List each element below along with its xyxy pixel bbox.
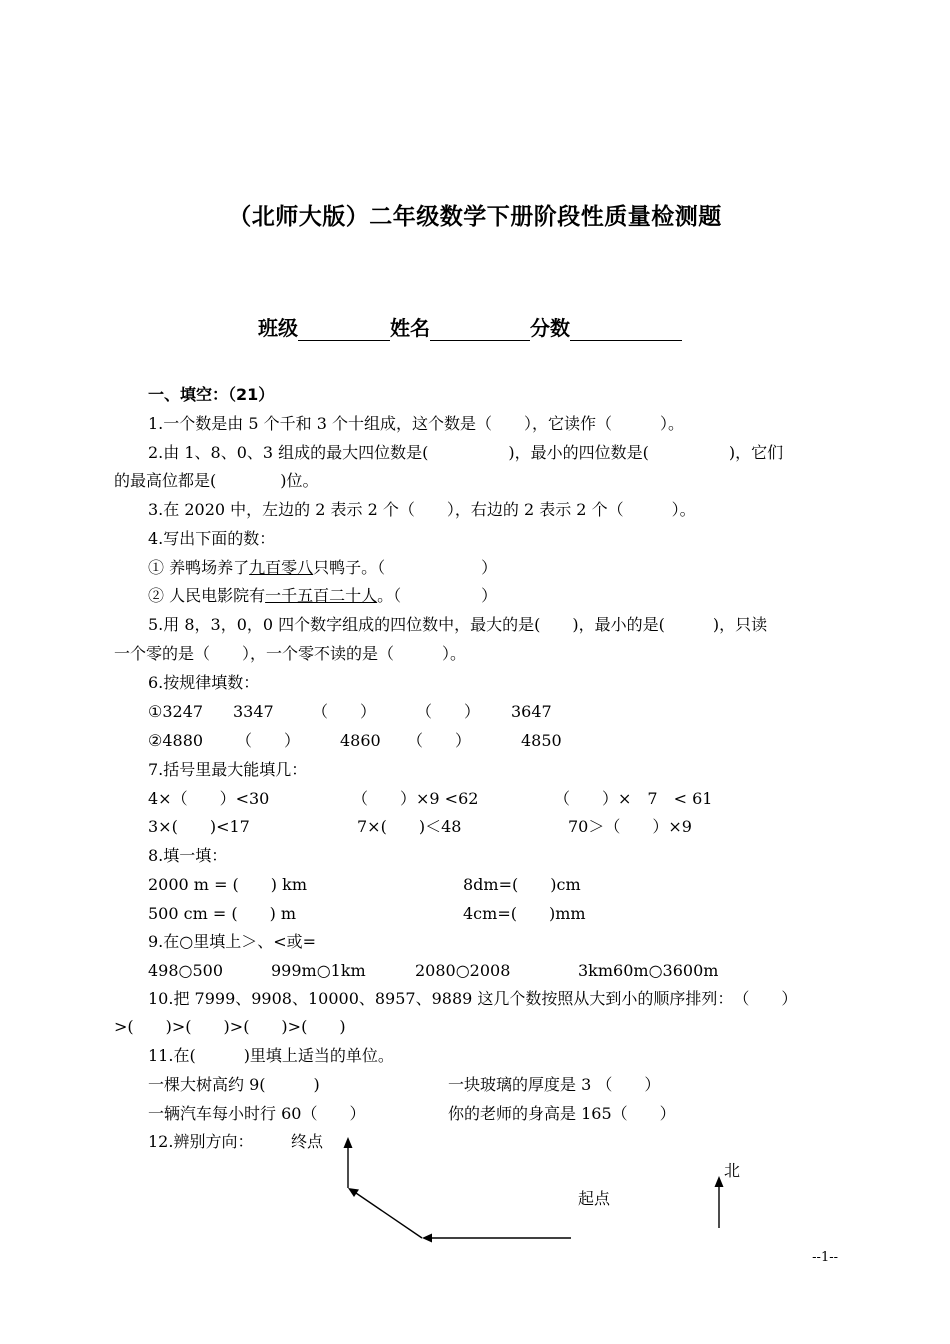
question-3: 3.在 2020 中，左边的 2 表示 2 个（ ），右边的 2 表示 2 个（ ）。 bbox=[148, 500, 696, 519]
page-title: （北师大版）二年级数学下册阶段性质量检测题 bbox=[228, 204, 722, 230]
q9-c3: 2080○2008 bbox=[415, 961, 511, 980]
question-11: 11.在( )里填上适当的单位。 bbox=[148, 1046, 394, 1065]
question-6: 6.按规律填数： bbox=[148, 673, 260, 692]
question-5-line2: 一个零的是（ ），一个零不读的是（ ）。 bbox=[114, 644, 467, 663]
q4-2-underlined: 一千五百二十人 bbox=[265, 586, 378, 605]
q11-r1-c1: 一棵大树高约 9( ) bbox=[148, 1075, 320, 1094]
question-1: 1.一个数是由 5 个千和 3 个十组成，这个数是（ ），它读作（ ）。 bbox=[148, 414, 684, 433]
q11-r2-c1: 一辆汽车每小时行 60（ ） bbox=[148, 1104, 366, 1123]
q4-2-post: 。（ ） bbox=[377, 586, 498, 605]
question-2-line1: 2.由 1、8、0、3 组成的最大四位数是( )，最小的四位数是( )，它们 bbox=[148, 443, 784, 462]
path-segment-northwest bbox=[353, 1191, 422, 1238]
q11-r1-c2: 一块玻璃的厚度是 3 （ ） bbox=[448, 1075, 661, 1094]
question-8: 8.填一填： bbox=[148, 846, 228, 865]
q8-r1-c2: 8dm=( )cm bbox=[463, 875, 581, 894]
q4-1-underlined: 九百零八 bbox=[249, 558, 314, 577]
q8-r2-c1: 500 cm = ( ) m bbox=[148, 904, 297, 923]
question-4: 4.写出下面的数： bbox=[148, 529, 276, 548]
class-label: 班级 bbox=[258, 316, 298, 340]
question-10-line2: >( )>( )>( )>( ) bbox=[114, 1017, 346, 1036]
end-point-label: 终点 bbox=[291, 1132, 324, 1151]
q4-1-pre: ① 养鸭场养了 bbox=[148, 558, 250, 577]
name-label: 姓名 bbox=[390, 316, 430, 340]
q8-r1-c1: 2000 m = ( ) km bbox=[148, 875, 307, 894]
q6-r1-c5: 3647 bbox=[511, 702, 552, 721]
score-label: 分数 bbox=[530, 316, 570, 340]
q4-1-post: 只鸭子。（ ） bbox=[313, 558, 498, 577]
q7-r2-c3: 70＞（ ）×9 bbox=[568, 817, 692, 836]
q9-c4: 3km60m○3600m bbox=[578, 961, 719, 980]
q7-r1-c2: （ ）×9 <62 bbox=[352, 789, 479, 808]
q7-r1-c1: 4×（ ）<30 bbox=[148, 789, 270, 808]
question-7: 7.括号里最大能填几： bbox=[148, 760, 308, 779]
q6-r1-c1: ①3247 bbox=[148, 702, 204, 721]
question-10-line1: 10.把 7999、9908、10000、8957、9889 这几个数按照从大到小的顺序排列： （ ） bbox=[148, 989, 798, 1008]
q6-r2-c3: 4860 bbox=[340, 731, 381, 750]
q7-r2-c1: 3×( )<17 bbox=[148, 817, 250, 836]
start-point-label: 起点 bbox=[578, 1189, 611, 1208]
q6-r2-c1: ②4880 bbox=[148, 731, 204, 750]
question-12: 12.辨别方向： bbox=[148, 1132, 254, 1151]
q6-r1-c2: 3347 bbox=[233, 702, 274, 721]
arrowhead-northwest bbox=[348, 1188, 359, 1197]
q6-r1-c3: （ ） bbox=[312, 702, 377, 721]
q9-c2: 999m○1km bbox=[271, 961, 366, 980]
question-9: 9.在○里填上＞、<或= bbox=[148, 932, 317, 951]
north-label: 北 bbox=[724, 1161, 741, 1180]
question-2-line2: 的最高位都是( )位。 bbox=[114, 471, 319, 490]
q6-r2-c4: （ ） bbox=[407, 731, 472, 750]
q8-r2-c2: 4cm=( )mm bbox=[463, 904, 586, 923]
question-5-line1: 5.用 8，3，0，0 四个数字组成的四位数中，最大的是( )，最小的是( )，只读 bbox=[148, 615, 768, 634]
q4-2-pre: ② 人民电影院有 bbox=[148, 586, 266, 605]
page-number: --1-- bbox=[812, 1250, 838, 1265]
q7-r1-c3: （ ）× 7 < 61 bbox=[554, 789, 713, 808]
q6-r2-c2: （ ） bbox=[236, 731, 301, 750]
q7-r2-c2: 7×( )＜48 bbox=[357, 817, 462, 836]
arrowhead-north bbox=[344, 1137, 353, 1148]
north-arrow-icon bbox=[715, 1176, 724, 1187]
arrowhead-west bbox=[422, 1234, 432, 1243]
section-heading: 一、填空：（21） bbox=[148, 385, 275, 404]
q11-r2-c2: 你的老师的身高是 165（ ） bbox=[448, 1104, 676, 1123]
q9-c1: 498○500 bbox=[148, 961, 224, 980]
q6-r2-c5: 4850 bbox=[521, 731, 562, 750]
q6-r1-c4: （ ） bbox=[416, 702, 481, 721]
